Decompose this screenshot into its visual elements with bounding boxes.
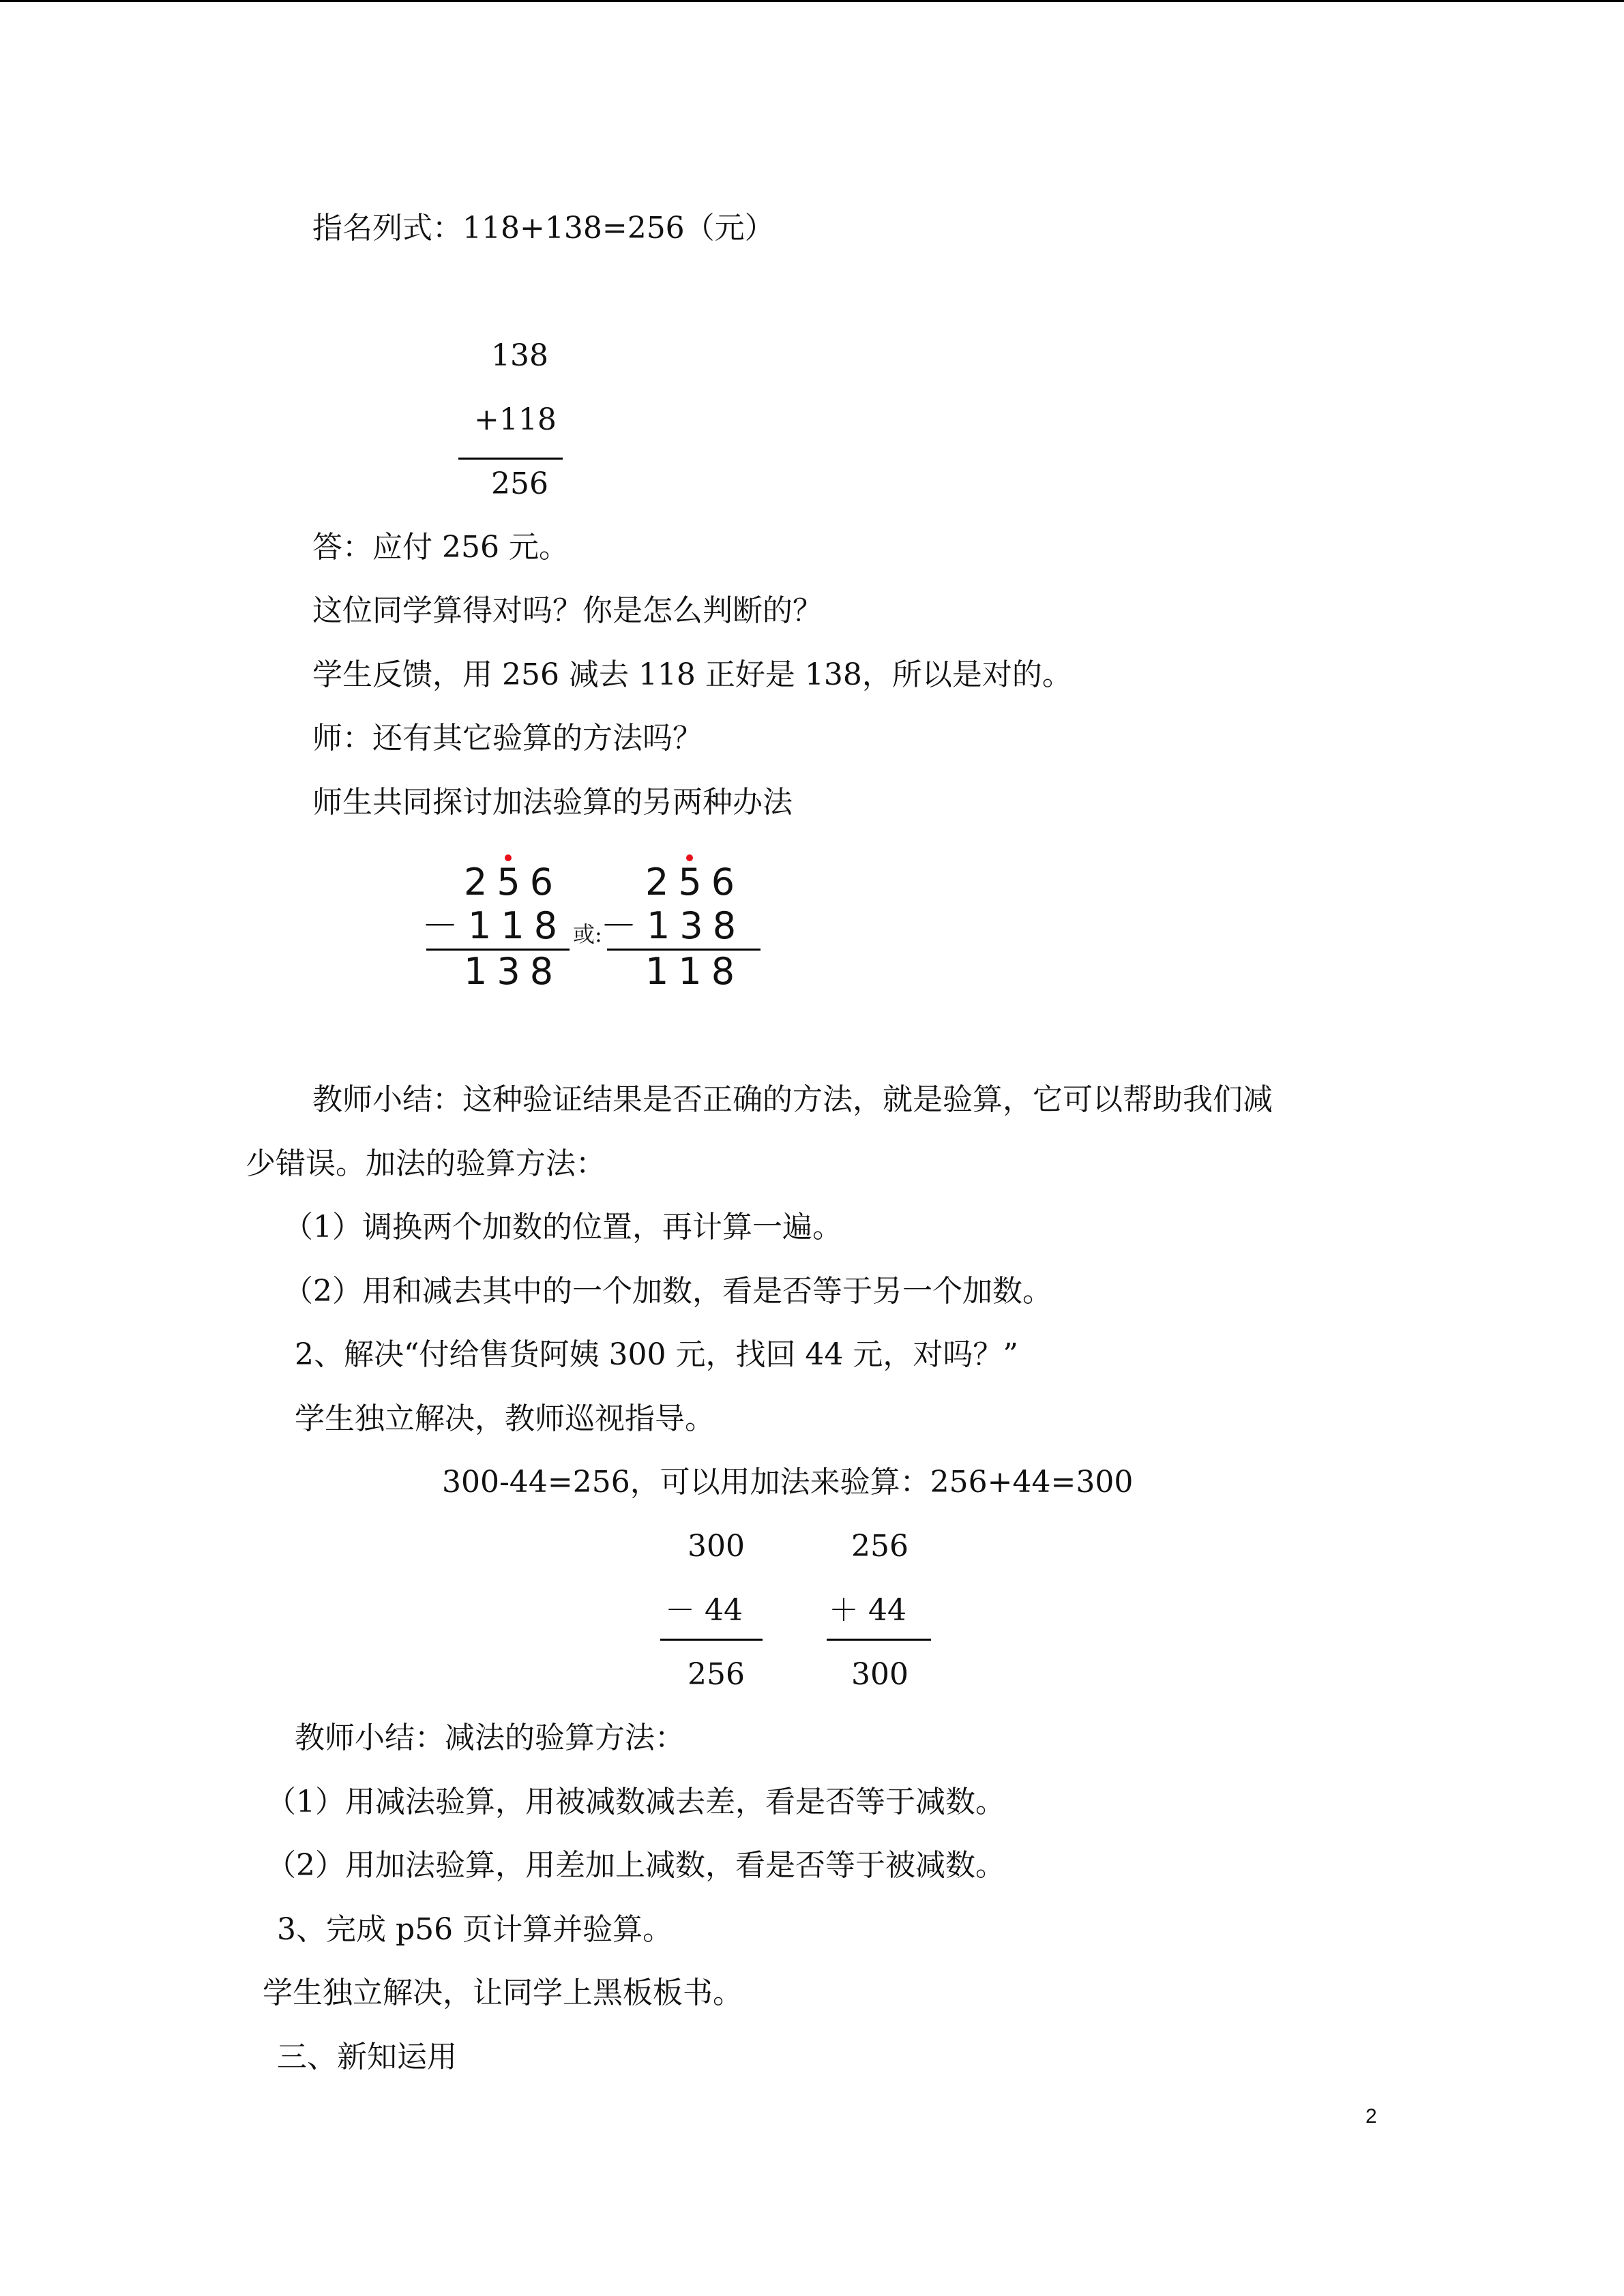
text-question: 这位同学算得对吗？你是怎么判断的？ xyxy=(312,593,823,628)
text-add-method-1: （1）调换两个加数的位置，再计算一遍。 xyxy=(283,1210,842,1244)
section-heading: 三、新知运用 xyxy=(277,2040,457,2074)
page-number: 2 xyxy=(1365,2105,1377,2128)
text-discuss: 师生共同探讨加法验算的另两种办法 xyxy=(312,785,793,820)
minuend: 256 xyxy=(645,861,745,904)
text-summary-cont: 少错误。加法的验算方法： xyxy=(246,1146,606,1181)
text-board: 学生独立解决，让同学上黑板板书。 xyxy=(263,1976,743,2010)
text-formula: 指名列式：118+138=256（元） xyxy=(312,211,775,245)
or-label: 或: xyxy=(573,921,602,947)
sum-result: 300 xyxy=(851,1657,909,1692)
subtrahend: －138 xyxy=(600,904,746,947)
text-feedback: 学生反馈，用 256 减去 118 正好是 138，所以是对的。 xyxy=(312,657,1072,692)
difference: 138 xyxy=(464,950,563,993)
minuend: 256 xyxy=(464,861,563,904)
sum-line xyxy=(827,1639,931,1641)
text-independent: 学生独立解决，教师巡视指导。 xyxy=(295,1401,715,1436)
addend-second: ＋ 44 xyxy=(829,1593,906,1628)
sum-line xyxy=(458,458,563,460)
text-answer: 答：应付 256 元。 xyxy=(312,530,569,565)
difference-line xyxy=(660,1639,763,1641)
subtrahend: －118 xyxy=(422,904,567,947)
text-equation: 300-44=256，可以用加法来验算：256+44=300 xyxy=(442,1465,1134,1500)
minuend: 300 xyxy=(688,1529,745,1564)
addend-top: 138 xyxy=(491,338,548,373)
subtrahend: － 44 xyxy=(665,1593,743,1628)
text-sub-method-2: （2）用加法验算，用差加上减数，看是否等于被减数。 xyxy=(266,1848,1005,1883)
addend-top: 256 xyxy=(851,1529,909,1564)
text-item-3: 3、完成 p56 页计算并验算。 xyxy=(277,1912,673,1947)
page-top-border xyxy=(0,0,1624,2)
difference: 256 xyxy=(688,1657,745,1692)
text-sub-method-1: （1）用减法验算，用被减数减去差，看是否等于减数。 xyxy=(266,1785,1005,1819)
text-summary: 教师小结：这种验证结果是否正确的方法，就是验算，它可以帮助我们减 xyxy=(312,1082,1273,1117)
text-sub-summary: 教师小结：减法的验算方法： xyxy=(295,1720,685,1755)
sum-result: 256 xyxy=(491,466,548,501)
text-teacher-ask: 师：还有其它验算的方法吗？ xyxy=(312,721,703,756)
addend-second: +118 xyxy=(474,402,557,437)
text-item-2: 2、解决“付给售货阿姨 300 元，找回 44 元，对吗？” xyxy=(295,1337,1018,1372)
text-add-method-2: （2）用和减去其中的一个加数，看是否等于另一个加数。 xyxy=(283,1274,1052,1309)
difference: 118 xyxy=(645,950,745,993)
